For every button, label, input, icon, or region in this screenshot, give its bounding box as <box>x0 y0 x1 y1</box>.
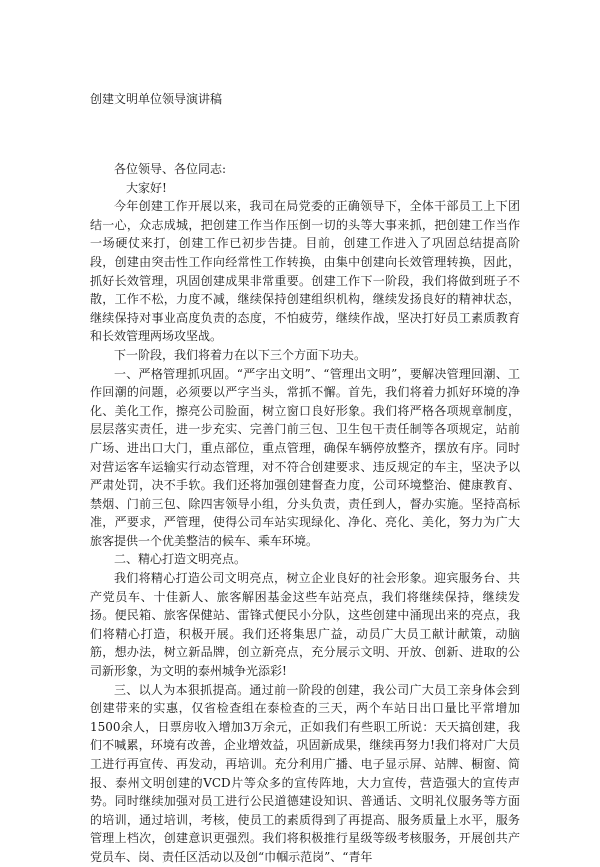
greeting: 大家好! <box>126 180 167 195</box>
heading-section-two: 二、精心打造文明亮点。 <box>114 552 247 567</box>
document-body <box>90 160 520 867</box>
paragraph-next-stage: 下一阶段，我们将着力在以下三个方面下功夫。 <box>114 347 367 362</box>
paragraph-section-two: 我们将精心打造公司文明亮点，树立企业良好的社会形象。迎宾服务台、共产党员车、十佳新人、旅客解困基金这些车站亮点，我们将继续保持，继续发扬。便民箱、旅客保健站、雷锋式便民小分队，这些创建中涌现出来的亮点，我们将精心打造，积极开展。我们还将集思广益，动员广大员工献计献策，动脑筋，想办法，树立新品牌，创立新亮点，充分展示文明、开放、创新、进取的公司新形象，为文明的泰州城争光添彩! <box>90 571 520 679</box>
document-title: 创建文明单位领导演讲稿 <box>90 92 223 106</box>
salutation: 各位领导、各位同志: <box>114 162 227 176</box>
paragraph-intro: 今年创建工作开展以来，我司在局党委的正确领导下，全体干部员工上下团结一心，众志成城，把创建工作当作压倒一切的头等大事来抓，把创建工作当作一场硬仗来打，创建工作已初步告捷。目前，创建工作进入了巩固总结提高阶段，创建由突击性工作向经常性工作转换，由集中创建向长效管理转换，因此，抓好长效管理，巩固创建成果非常重要。创建工作下一阶段，我们将做到班子不散，工作不松，力度不减，继续保持创建组织机构，继续发扬良好的精神状态，继续保持对事业高度负责的态度，不怕疲劳，继续作战，坚决打好员工素质教育和长效管理两场攻坚战。 <box>90 199 520 344</box>
paragraph-section-three: 三、以人为本狠抓提高。通过前一阶段的创建，我公司广大员工亲身体会到创建带来的实惠，仅省检查组在泰检查的三天，两个车站日出口量比平常增加1500余人，日票房收入增加3万余元，正如我们有些职工所说：天天搞创建，我们不喊累，环境有改善，企业增效益，巩固新成果，继续再努力!我们将对广大员工进行再宣传、再发动，再培训。充分利用广播、电子显示屏、站牌、橱窗、简报、泰州文明创建的VCD片等众多的宣传阵地，大力宣传，营造强大的宣传声势。同时继续加强对员工进行公民道德建设知识、普通话、文明礼仪服务等方面的培训，通过培训，考核，使员工的素质得到了再提高、服务质量上水平，服务管理上档次，创建意识更强烈。我们将积极推行星级等级考核服务，开展创共产党员车、岗、责任区活动以及创“巾帼示范岗”、“青年 <box>90 682 520 864</box>
paragraph-section-one: 一、严格管理抓巩固。“严字出文明”、“管理出文明”，要解决管理回潮、工作回潮的问题，必须要以严字当头，常抓不懈。首先，我们将着力抓好环境的净化、美化工作，擦亮公司脸面，树立窗口良好形象。我们将严格各项规章制度，层层落实责任，进一步充实、完善门前三包、卫生包干责任制等各项规定，站前广场、进出口大门，重点部位，重点管理，确保车辆停放整齐，摆放有序。同时对营运客车运输实行动态管理，对不符合创建要求、违反规定的车主，坚决予以严肃处罚，决不手软。我们还将加强创建督查力度，公司环境整治、健康教育、禁烟、门前三包、除四害领导小组，分头负责，责任到人，督办实施。坚持高标准，严要求，严管理，使得公司车站实现绿化、净化、亮化、美化，努力为广大旅客提供一个优美整洁的候车、乘车环境。 <box>90 366 520 548</box>
